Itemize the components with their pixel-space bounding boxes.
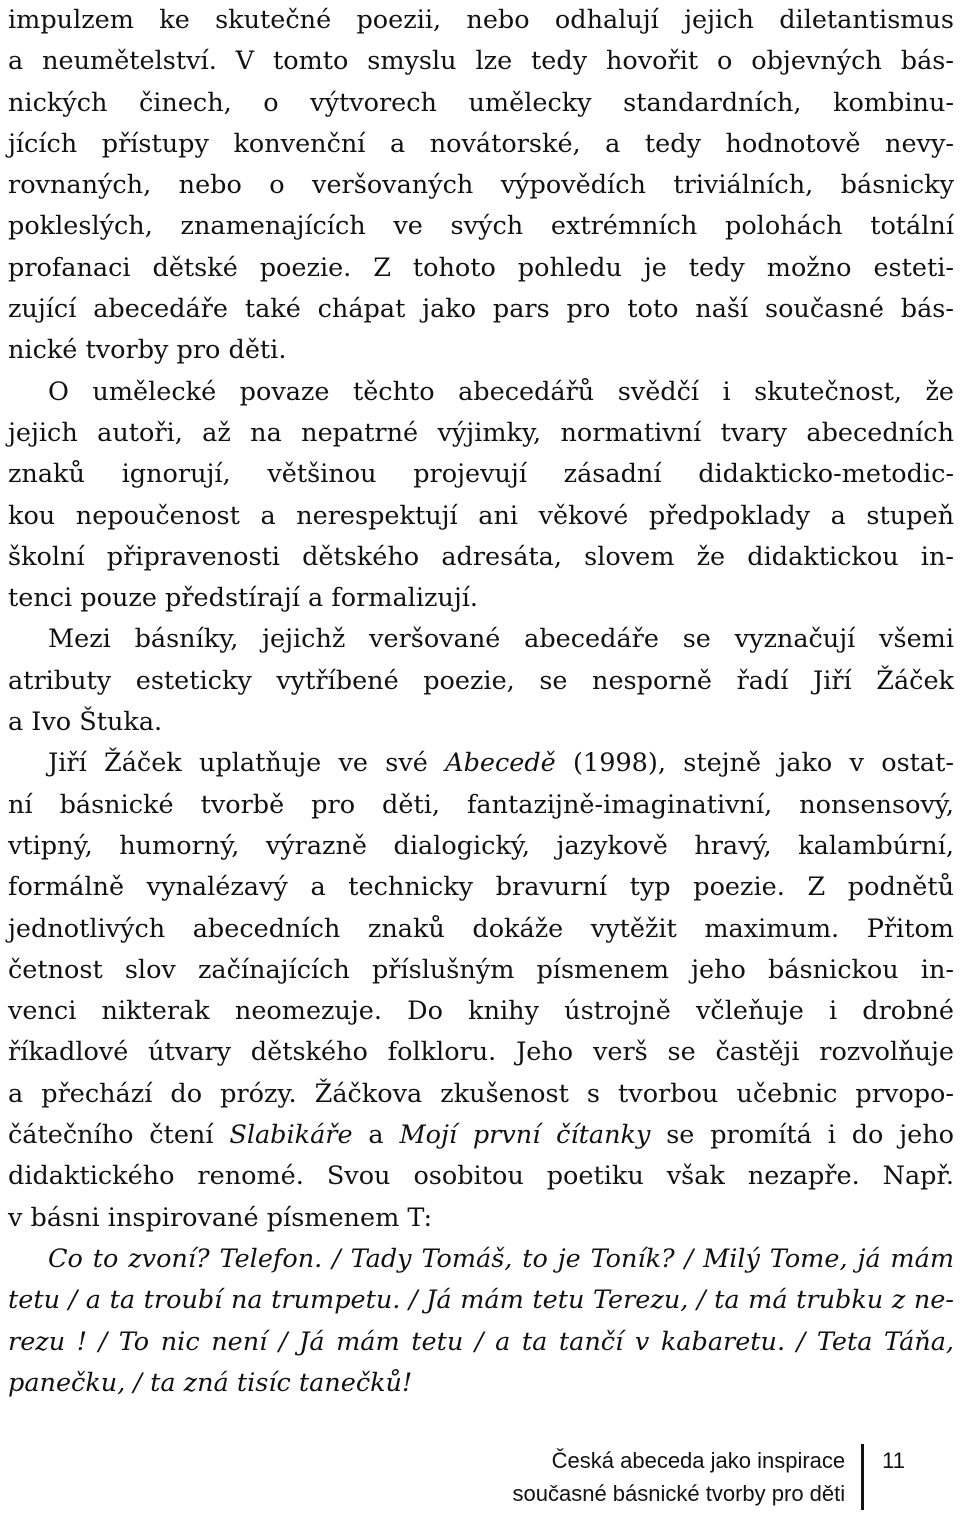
paragraph [8,743,954,1239]
text-line: kou nepoučenost a nerespektují ani věkové předpoklady a stupeň [8,500,954,531]
running-footer [513,1444,905,1510]
text-line: venci nikterak neomezuje. Do knihy ústrojně včleňuje i drobné [8,996,954,1027]
text-line: impulzem ke skutečné poezii, nebo odhalují jejich diletantismus [8,5,954,35]
text-line: vtipný, humorný, výrazně dialogický, jazykově hravý, kalambúrní, [8,830,954,861]
text-line: Mezi básníky, jejichž veršované abecedáře se vyznačují všemi [48,624,954,655]
text-line: jednotlivých abecedních znaků dokáže vytěžit maximum. Přitom [8,913,954,944]
footer-title [513,1444,862,1510]
text-line: nických činech, o výtvorech umělecky standardních, kombinu- [8,87,954,118]
text-line: a přechází do prózy. Žáčkova zkušenost s tvorbou učebnic prvopo- [8,1078,954,1109]
text-line: a Ivo Štuka. [8,707,163,738]
footer-title-line-1: Česká abeceda jako inspirace [551,1448,846,1473]
text-line: říkadlové útvary dětského folkloru. Jeho verš se častěji rozvolňuje [8,1037,954,1068]
text-line: tetu / a ta troubí na trumpetu. / Já mám tetu Terezu, / ta má trubku z ne- [8,1285,954,1316]
text-line: O umělecké povaze těchto abecedářů svědčí i skutečnost, že [48,376,954,407]
text-line: nické tvorby pro děti. [8,335,287,366]
text-line: školní připravenosti dětského adresáta, slovem že didaktickou in- [8,541,954,572]
verse-quote [8,1239,954,1404]
text-line: jících přístupy konvenční a novátorské, a tedy hodnotově nevy- [8,128,954,159]
text-line: atributy esteticky vytříbené poezie, se nesporně řadí Jiří Žáček [8,665,954,696]
body-text [8,0,954,1404]
text-line: ní básnické tvorbě pro děti, fantazijně-imaginativní, nonsensový, [8,789,954,820]
text-line: pokleslých, znamenajících ve svých extrémních polohách totální [8,211,954,242]
text-line: četnost slov začínajících příslušným písmenem jeho básnickou in- [8,954,954,985]
text-line: znaků ignorují, většinou projevují zásadní didakticko-metodic- [8,459,954,490]
text-line: tenci pouze předstírají a formalizují. [8,583,479,614]
page-number: 11 [882,1448,905,1473]
text-line: jejich autoři, až na nepatrné výjimky, normativní tvary abecedních [8,417,954,448]
text-line: rovnaných, nebo o veršovaných výpovědích triviálních, básnicky [8,170,954,201]
text-line: Co to zvoní? Telefon. / Tady Tomáš, to je Toník? / Milý Tome, já mám [48,1243,954,1274]
text-line: didaktického renomé. Svou osobitou poetiku však nezapře. Např. [8,1161,954,1192]
text-line: zující abecedáře také chápat jako pars pro toto naší současné bás- [8,294,954,325]
text-line: panečku, / ta zná tisíc tanečků! [8,1367,413,1398]
text-line: rezu ! / To nic není / Já mám tetu / a ta tančí v kabaretu. / Teta Táňa, [8,1326,954,1357]
text-line: čátečního čtení Slabikáře a Mojí první čítanky se promítá i do jeho [8,1120,954,1151]
text-line: formálně vynalézavý a technicky bravurní typ poezie. Z podnětů [8,872,954,903]
text-line: a neumětelství. V tomto smyslu lze tedy hovořit o objevných bás- [8,46,954,77]
paragraph [8,619,954,743]
footer-title-line-2: současné básnické tvorby pro děti [512,1481,846,1506]
text-line: profanaci dětské poezie. Z tohoto pohledu je tedy možno esteti- [8,252,954,283]
paragraph [8,0,954,372]
text-line: Jiří Žáček uplatňuje ve své Abecedě (1998), stejně jako v ostat- [48,748,954,779]
paragraph [8,372,954,620]
text-line: v básni inspirované písmenem T: [8,1202,433,1233]
